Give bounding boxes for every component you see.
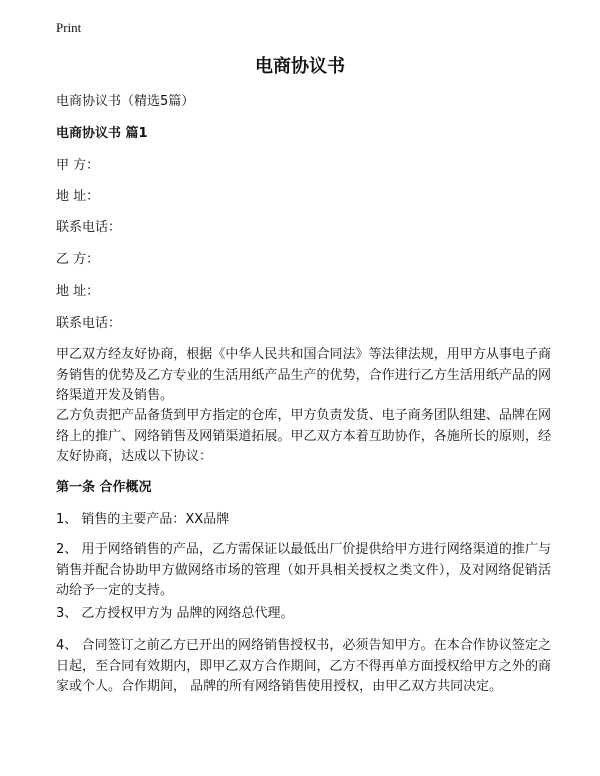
paragraph-responsibilities: 乙方负责把产品备货到甲方指定的仓库，甲方负责发货、电子商务团队组建、品牌在网络上的推广、网络销售及网销渠道拓展。甲乙双方本着互助协作，各施所长的原则，经友好协商，达成以下协议： xyxy=(56,408,551,464)
clause-3: 3、 乙方授权甲方为 品牌的网络总代理。 xyxy=(56,606,294,621)
paragraph-intro: 甲乙双方经友好协商，根据《中华人民共和国合同法》等法律法规，用甲方从事电子商务销售的优势及乙方专业的生活用纸产品生产的优势，合作进行乙方生活用纸产品的网络渠道开发及销售。 xyxy=(56,347,551,403)
document-subtitle: 电商协议书（精选5篇） xyxy=(56,94,195,109)
section-heading: 电商协议书 篇1 xyxy=(56,126,148,141)
party-b-address-label: 地 址： xyxy=(56,284,100,299)
party-b-label: 乙 方： xyxy=(56,252,100,267)
party-b-phone-label: 联系电话： xyxy=(56,316,122,331)
party-a-label: 甲 方： xyxy=(56,158,100,173)
clause-2: 2、 用于网络销售的产品，乙方需保证以最低出厂价提供给甲方进行网络渠道的推广与销售并配合协助甲方做网络市场的管理（如开具相关授权之类文件），及对网络促销活动给予一定的支持。 xyxy=(56,542,551,598)
print-link[interactable]: Print xyxy=(56,20,82,35)
article-1-heading: 第一条 合作概况 xyxy=(56,480,152,495)
clause-4: 4、 合同签订之前乙方已开出的网络销售授权书，必须告知甲方。在本合作协议签定之日起，至合同有效期内，即甲乙双方合作期间，乙方不得再单方面授权给甲方之外的商家或个人。合作期间， 品牌的所有网络销售使用授权，由甲乙双方共同决定。 xyxy=(56,638,551,694)
clause-1: 1、 销售的主要产品：XX品牌 xyxy=(56,512,230,527)
party-a-phone-label: 联系电话： xyxy=(56,220,122,235)
document-title: 电商协议书 xyxy=(255,56,345,77)
party-a-address-label: 地 址： xyxy=(56,189,100,204)
